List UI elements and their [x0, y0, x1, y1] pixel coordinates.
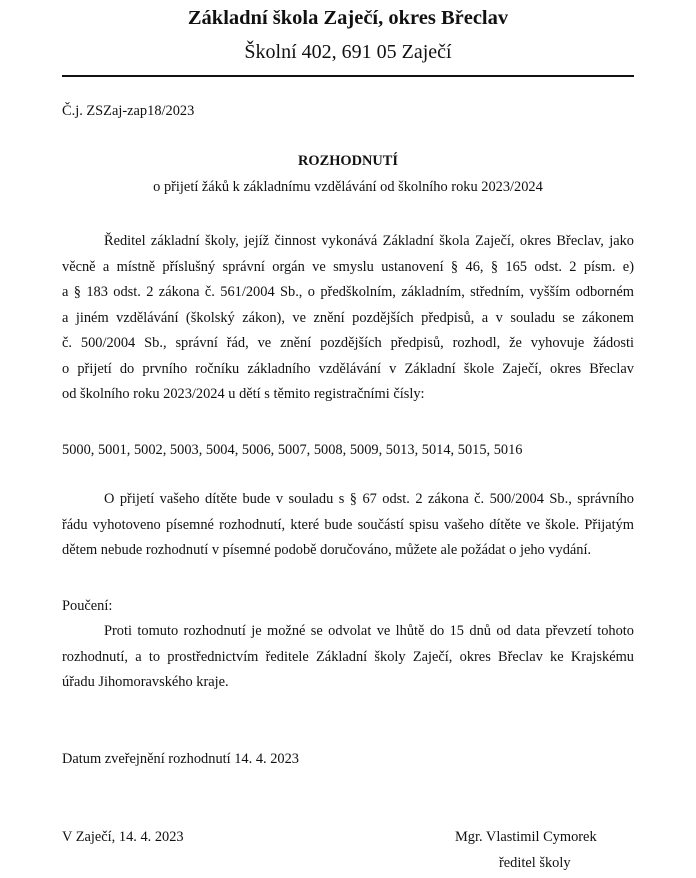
- signatory-name: Mgr. Vlastimil Cymorek: [455, 829, 597, 845]
- paragraph-line: a § 183 odst. 2 zákona č. 561/2004 Sb., o předškolním, základním, středním, vyšším odborném: [62, 284, 634, 300]
- paragraph-line: O přijetí vašeho dítěte bude v souladu s § 67 odst. 2 zákona č. 500/2004 Sb., správního: [104, 491, 634, 507]
- decision-subtitle: o přijetí žáků k základnímu vzdělávání od školního roku 2023/2024: [153, 179, 543, 195]
- signature-place-date: V Zaječí, 14. 4. 2023: [62, 829, 184, 845]
- paragraph-line: od školního roku 2023/2024 u dětí s těmito registračními čísly:: [62, 386, 425, 402]
- header-divider: [62, 75, 634, 77]
- signatory-role: ředitel školy: [499, 855, 571, 871]
- paragraph-line: úřadu Jihomoravského kraje.: [62, 674, 229, 690]
- instruction-paragraph: [62, 619, 634, 696]
- paragraph-line: o přijetí do prvního ročníku základního vzdělávání v Základní škole Zaječí, okres Břeclav: [62, 360, 634, 377]
- school-name: Základní škola Zaječí, okres Břeclav: [187, 7, 509, 29]
- paragraph-line: Ředitel základní školy, jejíž činnost vykonává Základní škola Zaječí, okres Břeclav, jako: [104, 233, 634, 249]
- paragraph-line: Proti tomuto rozhodnutí je možné se odvolat ve lhůtě do 15 dnů od data převzetí tohoto: [104, 623, 634, 639]
- registration-numbers: 5000, 5001, 5002, 5003, 5004, 5006, 5007, 5008, 5009, 5013, 5014, 5015, 5016: [62, 442, 523, 458]
- paragraph-line: řádu vyhotoveno písemné rozhodnutí, které bude součástí spisu vašeho dítěte ve škole. Přijatým: [62, 516, 634, 533]
- publication-date: Datum zveřejnění rozhodnutí 14. 4. 2023: [62, 751, 299, 767]
- reference-number: Č.j. ZSZaj-zap18/2023: [62, 103, 195, 119]
- paragraph-line: dětem nebude rozhodnutí v písemné podobě doručováno, můžete ale požádat o jeho vydání.: [62, 542, 592, 558]
- paragraph-line: rozhodnutí, a to prostřednictvím ředitele Základní školy Zaječí, okres Břeclav ke Krajskému: [62, 648, 634, 665]
- instruction-heading: Poučení:: [62, 598, 113, 614]
- paragraph-line: a jiném vzdělávání (školský zákon), ve znění pozdějších předpisů, a v souladu se zákonem: [62, 309, 634, 326]
- school-address: Školní 402, 691 05 Zaječí: [244, 41, 452, 63]
- main-paragraph: [62, 229, 634, 408]
- notice-paragraph: [62, 487, 634, 564]
- decision-title: ROZHODNUTÍ: [298, 153, 398, 169]
- paragraph-line: č. 500/2004 Sb., správní řád, ve znění pozdějších předpisů, rozhodl, že vyhovuje žádosti: [62, 335, 634, 351]
- paragraph-line: věcně a místně příslušný správní orgán ve smyslu ustanovení § 46, § 165 odst. 2 písm. e): [62, 258, 634, 275]
